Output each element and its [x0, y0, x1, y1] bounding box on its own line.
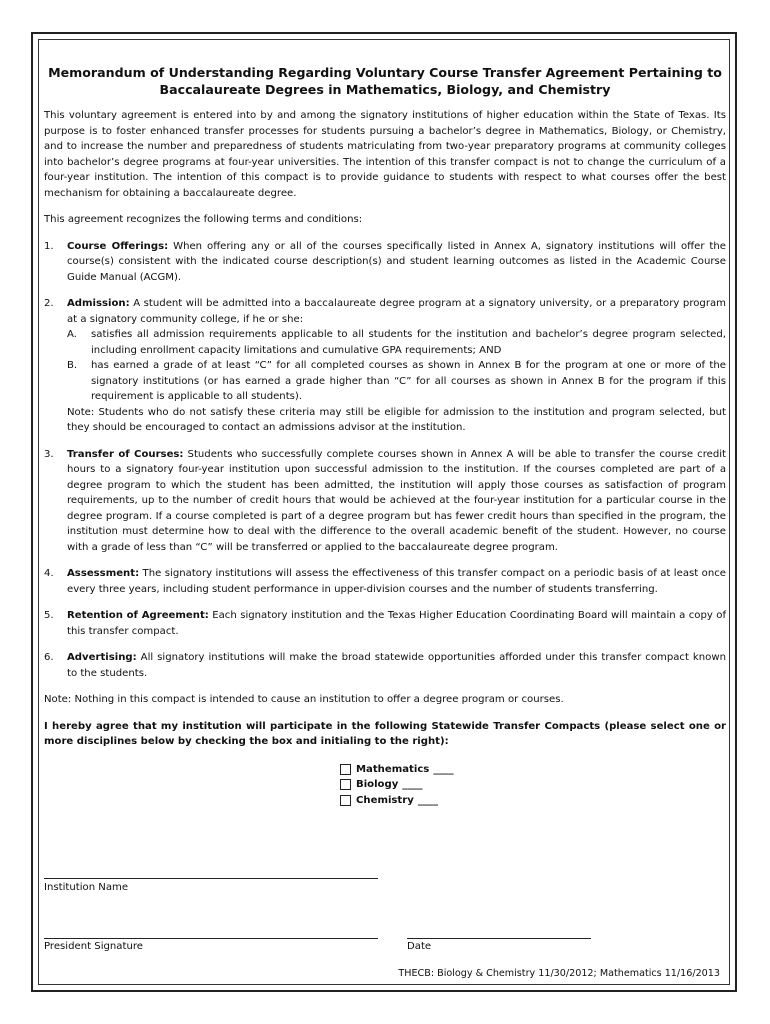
- discipline-label: Biology: [356, 779, 399, 790]
- term-number: 2.: [44, 298, 54, 309]
- admission-criterion-b: [67, 358, 726, 405]
- closing-note: Note: Nothing in this compact is intended to cause an institution to offer a degree program or courses.: [44, 694, 564, 705]
- discipline-row-mathematics: [340, 762, 726, 778]
- president-signature-label: President Signature: [44, 941, 143, 952]
- document-title: [44, 64, 726, 98]
- term-item-transfer-of-courses: [44, 447, 726, 556]
- term-label: Course Offerings:: [67, 240, 169, 252]
- term-item-retention: [44, 608, 726, 639]
- term-number: 1.: [44, 240, 54, 252]
- criterion-text: has earned a grade of at least “C” for all completed courses as shown in Annex B for the program at one or more of the signatory institutions (or has earned a grade higher than “C” for all courses as shown in Annex B for the program if this requirement is applicable to all students).: [91, 360, 726, 402]
- criterion-text: satisfies all admission requirements applicable to all students for the institution and bachelor’s degree program selected, including enrollment capacity limitations and cumulative GPA requirements; AND: [91, 329, 726, 356]
- term-label: Assessment:: [67, 568, 140, 579]
- initial-blank[interactable]: ____: [402, 779, 423, 790]
- discipline-row-chemistry: [340, 793, 726, 809]
- term-text: A student will be admitted into a baccalaureate degree program at a signatory university, or a preparatory program at a signatory community college, if he or she:: [67, 298, 726, 325]
- term-text: Students who successfully complete courses shown in Annex A will be able to transfer the course credit hours to a signatory four-year institution upon successful admission to the institution. If the courses completed are part of a degree program to which the student has been admitted, the institution will apply those courses as satisfaction of program requirements, up to the number of credit hours that would be achieved at the four-year institution for a particular course in the degree program. If a course completed is part of a degree program but has fewer credit hours than specified in the program, the institution must determine how to deal with the difference to the overall academic benefit of the student. However, no course with a grade of less than “C” will be transferred or applied to the baccalaureate degree program.: [67, 448, 726, 553]
- intro-paragraph: This voluntary agreement is entered into by and among the signatory institutions of higher education within the State of Texas. Its purpose is to foster enhanced transfer processes for students pursuing a bachelor’s degree in Mathematics, Biology, or Chemistry, and to increase the number and preparedness of students matriculating from two-year preparatory programs at community colleges into bachelor’s degree programs at four-year universities. The intention of this transfer compact is not to change the curriculum of a four-year institution. The intention of this compact is to provide guidance to students with respect to what courses offer the best mechanism for obtaining a baccalaureate degree.: [44, 110, 726, 199]
- document-body: [44, 64, 726, 808]
- terms-intro: This agreement recognizes the following terms and conditions:: [44, 214, 363, 225]
- criterion-letter: B.: [67, 360, 78, 371]
- mathematics-checkbox[interactable]: [340, 764, 351, 775]
- institution-name-label: Institution Name: [44, 882, 129, 893]
- title-line-1: Memorandum of Understanding Regarding Voluntary Course Transfer Agreement Pertaining to: [48, 65, 722, 80]
- term-number: 4.: [44, 568, 54, 579]
- term-text: The signatory institutions will assess the effectiveness of this transfer compact on a periodic basis of at least once every three years, including student performance in upper-division courses and the number of students transferring.: [67, 568, 726, 595]
- term-label: Advertising:: [67, 652, 137, 663]
- term-text: Each signatory institution and the Texas Higher Education Coordinating Board will maintain a copy of this transfer compact.: [67, 610, 726, 637]
- admission-criterion-a: [67, 327, 726, 358]
- term-number: 6.: [44, 652, 54, 663]
- term-text: When offering any or all of the courses specifically listed in Annex A, signatory institutions will offer the course(s) consistent with the indicated course description(s) and student learning outcomes as listed in the Academic Course Guide Manual (ACGM).: [67, 240, 726, 283]
- initial-blank[interactable]: ____: [417, 794, 438, 806]
- president-signature-line[interactable]: [44, 938, 378, 939]
- date-line[interactable]: [407, 938, 591, 939]
- admission-criteria-list: [67, 327, 726, 405]
- discipline-row-biology: [340, 777, 726, 793]
- terms-list: [44, 239, 726, 682]
- term-item-assessment: [44, 566, 726, 597]
- discipline-label: Chemistry: [356, 794, 414, 806]
- agreement-statement: I hereby agree that my institution will participate in the following Statewide Transfer Compacts (please select one or more disciplines below by checking the box and initialing to the right):: [44, 720, 726, 747]
- institution-name-line[interactable]: [44, 878, 378, 879]
- term-label: Retention of Agreement:: [67, 610, 209, 621]
- biology-checkbox[interactable]: [340, 779, 351, 790]
- title-line-2: Baccalaureate Degrees in Mathematics, Biology, and Chemistry: [159, 82, 611, 97]
- initial-blank[interactable]: ____: [433, 763, 454, 775]
- term-label: Transfer of Courses:: [67, 448, 184, 460]
- admission-note: Note: Students who do not satisfy these criteria may still be eligible for admission to the institution and program selected, but they should be encouraged to contact an admissions advisor at the institution.: [67, 406, 726, 433]
- discipline-label: Mathematics: [356, 763, 430, 775]
- chemistry-checkbox[interactable]: [340, 795, 351, 806]
- term-item-course-offerings: [44, 239, 726, 286]
- term-label: Admission:: [67, 298, 130, 309]
- document-footer: THECB: Biology & Chemistry 11/30/2012; Mathematics 11/16/2013: [398, 968, 720, 979]
- discipline-checklist: [340, 762, 726, 809]
- date-label: Date: [407, 941, 432, 952]
- term-number: 3.: [44, 448, 54, 460]
- criterion-letter: A.: [67, 329, 77, 340]
- term-text: All signatory institutions will make the broad statewide opportunities afforded under this transfer compact known to the students.: [67, 652, 726, 679]
- term-item-advertising: [44, 650, 726, 681]
- term-item-admission: [44, 296, 726, 436]
- term-number: 5.: [44, 610, 54, 621]
